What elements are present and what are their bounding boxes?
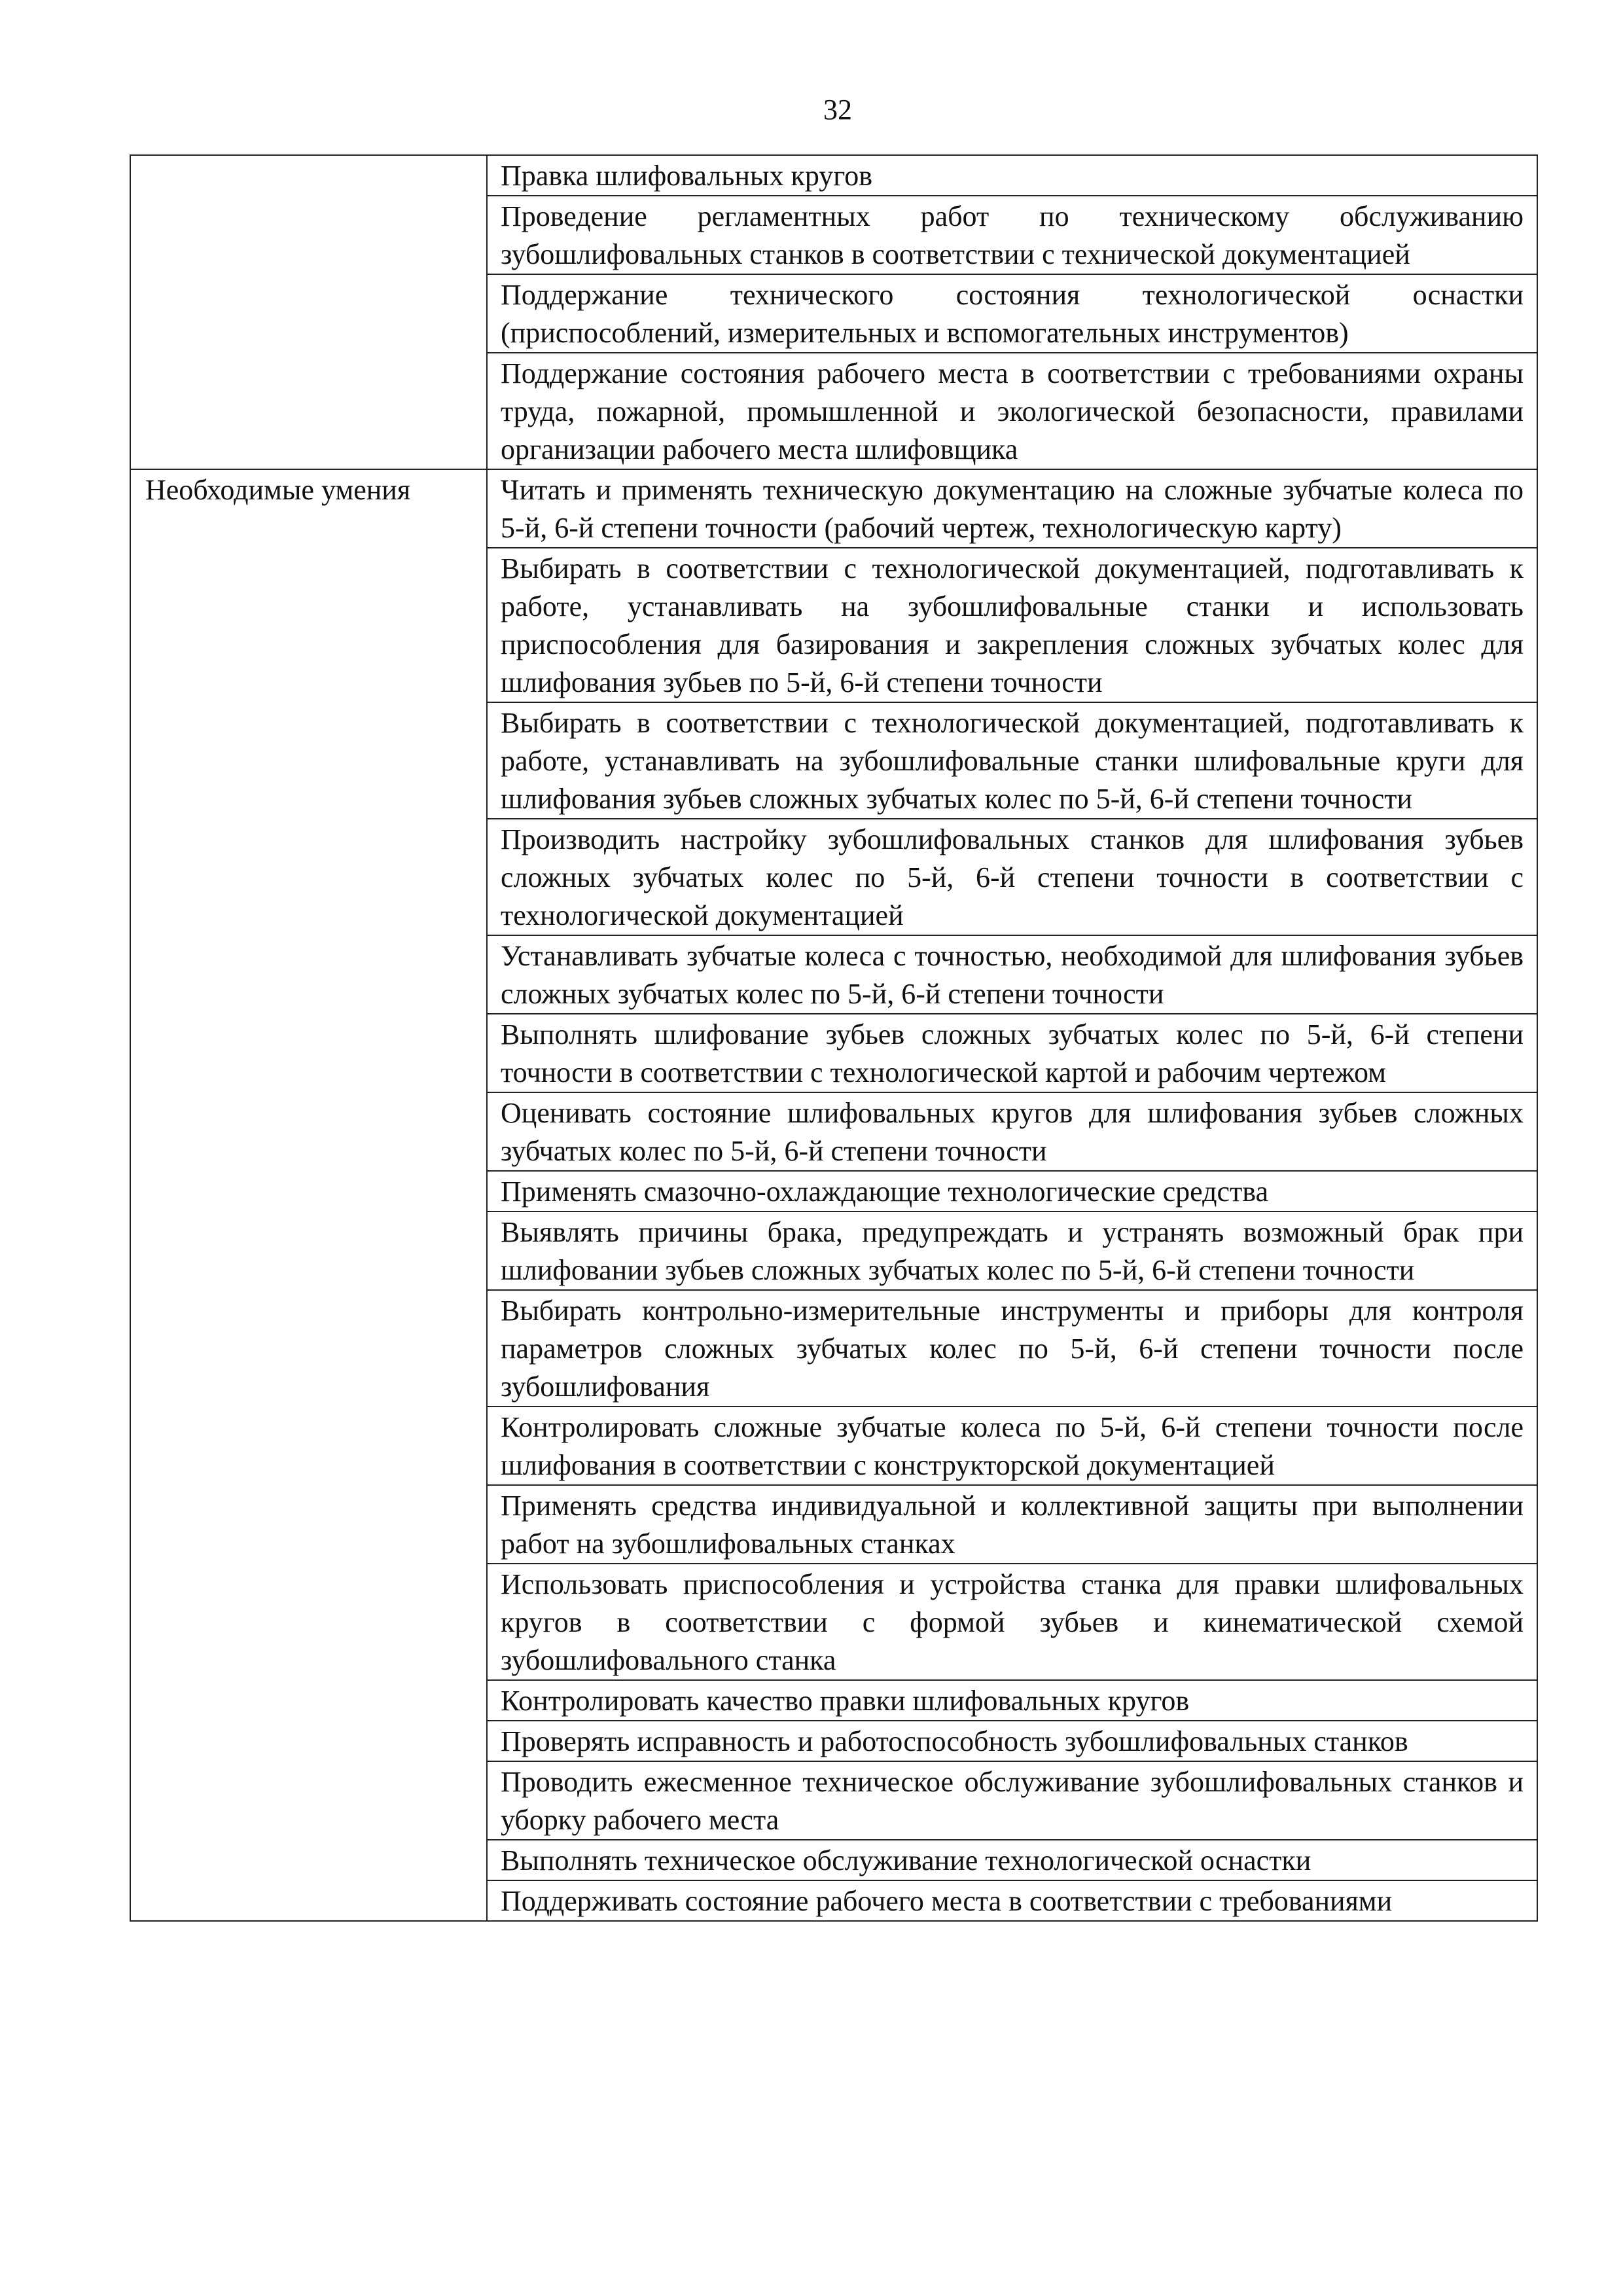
requirement-item: Выполнять техническое обслуживание технологической оснастки: [487, 1840, 1537, 1880]
requirement-item: Оценивать состояние шлифовальных кругов для шлифования зубьев сложных зубчатых колес по 5-й, 6-й степени точности: [487, 1092, 1537, 1171]
group-label-necessary-skills: Необходимые умения: [130, 469, 487, 1921]
requirement-item: Правка шлифовальных кругов: [487, 155, 1537, 196]
table-row: [130, 469, 1537, 548]
requirement-item: Проводить ежесменное техническое обслуживание зубошлифовальных станков и уборку рабочего места: [487, 1761, 1537, 1840]
page-number: 32: [823, 94, 852, 126]
requirement-item: Поддерживать состояние рабочего места в соответствии с требованиями: [487, 1880, 1537, 1921]
requirement-item: Применять средства индивидуальной и коллективной защиты при выполнении работ на зубошлифовальных станках: [487, 1485, 1537, 1564]
requirement-item: Поддержание состояния рабочего места в соответствии с требованиями охраны труда, пожарной, промышленной и экологической безопасности, правилами организации рабочего места шлифовщика: [487, 353, 1537, 469]
requirement-item: Использовать приспособления и устройства станка для правки шлифовальных кругов в соответствии с формой зубьев и кинематической схемой зубошлифовального станка: [487, 1564, 1537, 1680]
requirement-item: Выявлять причины брака, предупреждать и устранять возможный брак при шлифовании зубьев сложных зубчатых колес по 5-й, 6-й степени точности: [487, 1211, 1537, 1290]
requirements-table: [130, 154, 1538, 1922]
requirement-item: Выбирать в соответствии с технологической документацией, подготавливать к работе, устанавливать на зубошлифовальные станки и использовать приспособления для базирования и закрепления сложных зубчатых колес для шлифования зубьев по 5-й, 6-й степени точности: [487, 548, 1537, 702]
requirement-item: Поддержание технического состояния технологической оснастки (приспособлений, измерительных и вспомогательных инструментов): [487, 274, 1537, 353]
requirement-item: Проведение регламентных работ по техническому обслуживанию зубошлифовальных станков в соответствии с технической документацией: [487, 196, 1537, 274]
requirement-item: Устанавливать зубчатые колеса с точностью, необходимой для шлифования зубьев сложных зубчатых колес по 5-й, 6-й степени точности: [487, 935, 1537, 1014]
table-body: [130, 155, 1537, 1921]
group-label-empty: [130, 155, 487, 469]
requirement-item: Выбирать контрольно-измерительные инструменты и приборы для контроля параметров сложных зубчатых колес по 5-й, 6-й степени точности после зубошлифования: [487, 1290, 1537, 1407]
table-row: [130, 155, 1537, 196]
requirement-item: Читать и применять техническую документацию на сложные зубчатые колеса по 5-й, 6-й степени точности (рабочий чертеж, технологическую карту): [487, 469, 1537, 548]
requirement-item: Проверять исправность и работоспособность зубошлифовальных станков: [487, 1721, 1537, 1761]
requirement-item: Выбирать в соответствии с технологической документацией, подготавливать к работе, устанавливать на зубошлифовальные станки шлифовальные круги для шлифования зубьев сложных зубчатых колес по 5-й, 6-й степени точности: [487, 702, 1537, 819]
requirement-item: Производить настройку зубошлифовальных станков для шлифования зубьев сложных зубчатых колес по 5-й, 6-й степени точности в соответствии с технологической документацией: [487, 819, 1537, 935]
requirement-item: Контролировать сложные зубчатые колеса по 5-й, 6-й степени точности после шлифования в соответствии с конструкторской документацией: [487, 1407, 1537, 1485]
requirement-item: Контролировать качество правки шлифовальных кругов: [487, 1680, 1537, 1721]
requirement-item: Применять смазочно-охлаждающие технологические средства: [487, 1171, 1537, 1211]
requirement-item: Выполнять шлифование зубьев сложных зубчатых колес по 5-й, 6-й степени точности в соответствии с технологической картой и рабочим чертежом: [487, 1014, 1537, 1092]
